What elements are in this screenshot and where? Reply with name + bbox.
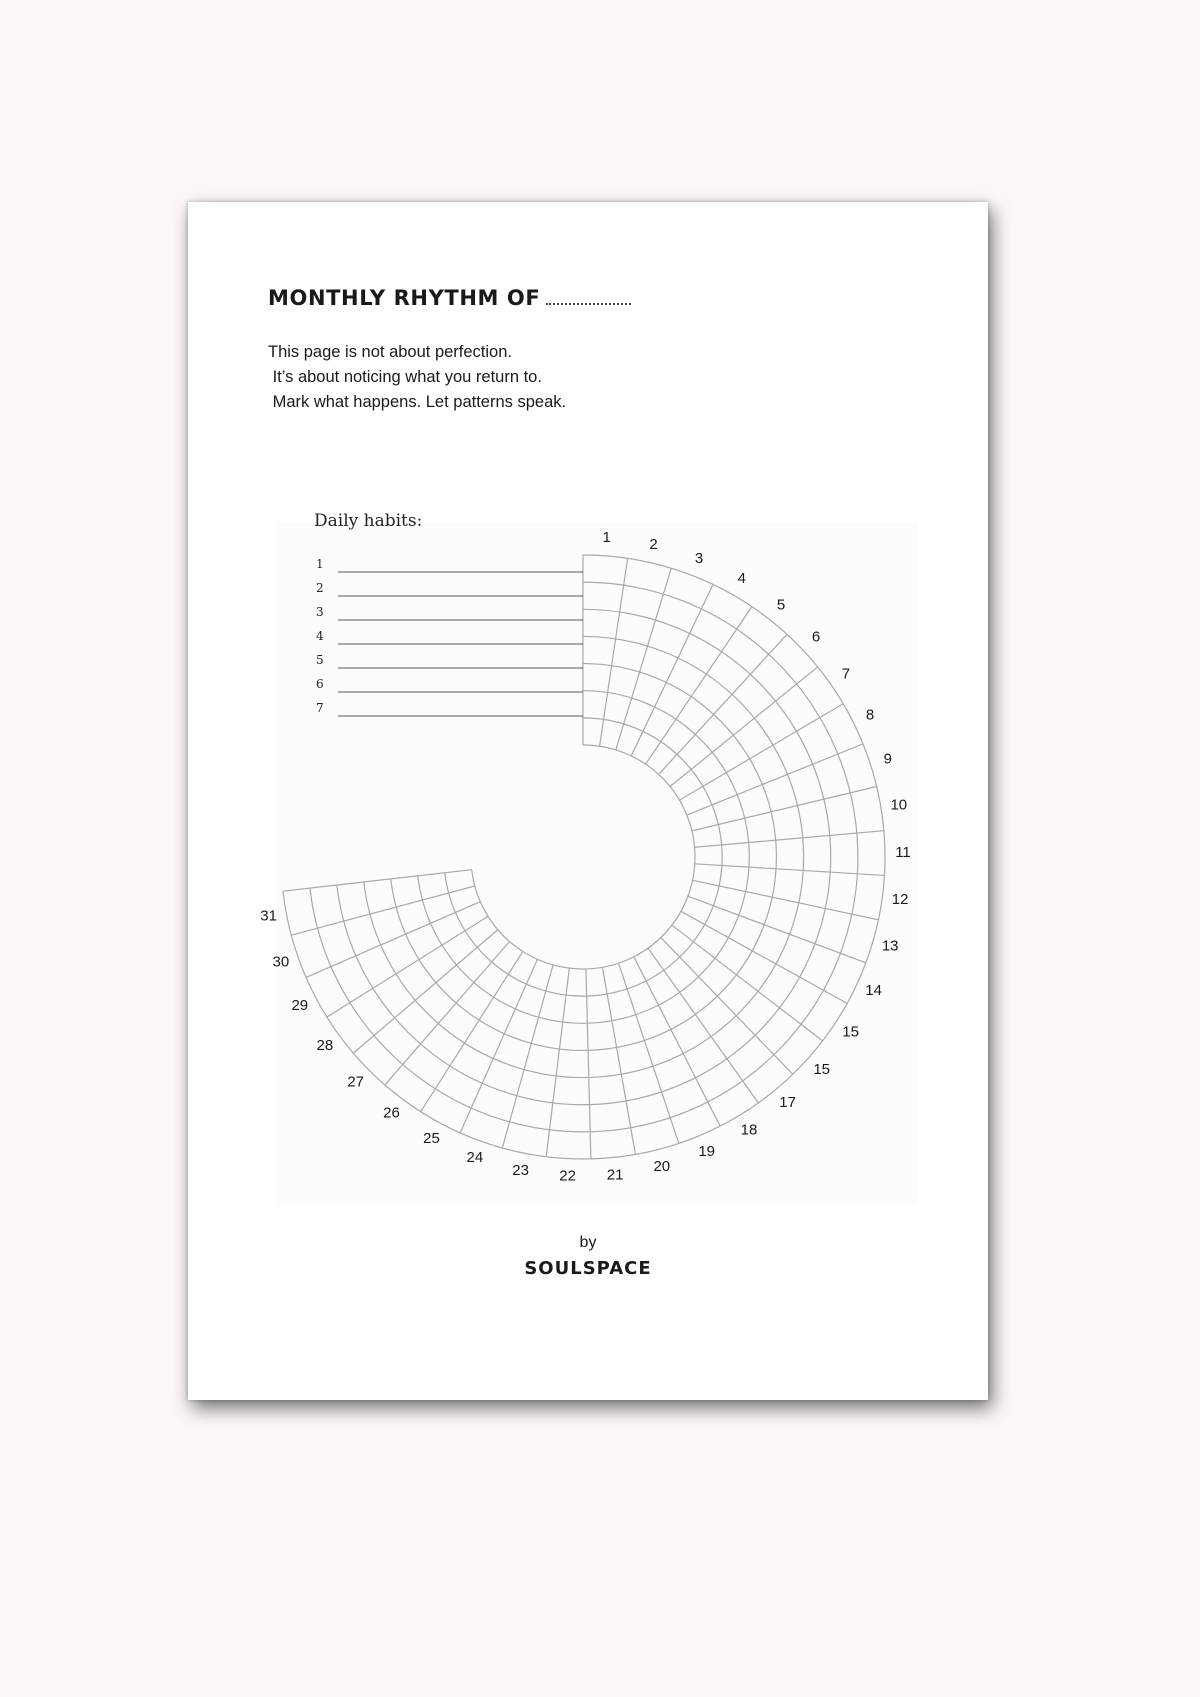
tracker-cell[interactable] [722, 843, 750, 868]
habit-number: 3 [316, 605, 324, 619]
habit-number: 1 [316, 557, 324, 571]
tracker-cell[interactable] [546, 1130, 591, 1159]
tracker-cell[interactable] [799, 870, 831, 908]
day-label: 5 [776, 596, 786, 614]
day-label: 18 [740, 1121, 758, 1139]
tracker-cell[interactable] [857, 831, 885, 876]
tracker-cell[interactable] [797, 799, 829, 838]
habits-heading: Daily habits: [314, 511, 423, 531]
day-label: 31 [260, 907, 277, 925]
day-label: 15 [842, 1023, 859, 1041]
day-label: 7 [841, 665, 851, 683]
day-label: 20 [653, 1158, 671, 1176]
day-label: 30 [272, 953, 290, 971]
day-label: 26 [383, 1104, 400, 1122]
day-label: 29 [291, 996, 309, 1014]
tracker-cell[interactable] [590, 1128, 635, 1159]
day-label: 24 [466, 1149, 484, 1167]
planner-page [188, 202, 988, 1400]
day-label: 14 [865, 981, 882, 999]
intro-line: It’s about noticing what you return to. [268, 368, 542, 386]
habit-number: 2 [316, 581, 324, 595]
day-label: 25 [423, 1129, 440, 1147]
habit-spiral-tracker[interactable] [188, 202, 988, 1400]
tracker-cell[interactable] [589, 1074, 626, 1104]
tracker-cell[interactable] [583, 664, 612, 693]
day-label: 1 [602, 528, 611, 546]
day-label: 9 [883, 750, 892, 768]
tracker-cell[interactable] [772, 869, 803, 903]
intro-line: Mark what happens. Let patterns speak. [268, 393, 567, 411]
day-label: 27 [347, 1073, 365, 1091]
day-label: 22 [559, 1167, 576, 1185]
day-label: 12 [891, 891, 909, 909]
habit-number: 5 [316, 653, 324, 667]
day-label: 10 [890, 796, 908, 814]
day-label: 3 [694, 549, 704, 567]
page-title: MONTHLY RHYTHM OF [268, 286, 541, 310]
tracker-cell[interactable] [589, 1101, 630, 1132]
tracker-cell[interactable] [583, 609, 620, 639]
tracker-cell[interactable] [830, 833, 858, 874]
tracker-cell[interactable] [587, 1021, 616, 1051]
brand-name: SOULSPACE [524, 1258, 652, 1279]
ring-arc [472, 745, 695, 969]
day-label: 17 [779, 1093, 796, 1111]
day-label: 23 [512, 1161, 529, 1179]
day-label: 8 [865, 706, 875, 724]
day-label: 15 [813, 1061, 831, 1079]
tracker-cell[interactable] [588, 1047, 621, 1077]
habit-number: 7 [316, 701, 324, 715]
tracker-cell[interactable] [803, 835, 831, 872]
day-label: 28 [316, 1037, 334, 1055]
tracker-cell[interactable] [583, 582, 624, 612]
tracker-cell[interactable] [566, 968, 587, 996]
day-label: 13 [881, 937, 899, 955]
tracker-cell[interactable] [583, 636, 616, 665]
tracker-cell[interactable] [556, 1049, 589, 1078]
tracker-cell[interactable] [776, 838, 804, 871]
footer-by: by [579, 1234, 597, 1251]
intro-line: This page is not about perfection. [268, 343, 512, 361]
day-label: 11 [895, 843, 911, 861]
tracker-cell[interactable] [553, 1076, 590, 1105]
day-label: 2 [649, 535, 658, 553]
tracker-cell[interactable] [550, 1103, 591, 1132]
tracker-cell[interactable] [695, 845, 723, 866]
habit-number: 4 [316, 629, 324, 643]
day-label: 19 [698, 1143, 716, 1161]
day-label: 4 [737, 570, 746, 588]
tracker-cell[interactable] [749, 840, 777, 869]
tracker-cell[interactable] [825, 872, 857, 914]
tracker-cell[interactable] [559, 1022, 588, 1050]
tracker-cell[interactable] [563, 995, 588, 1023]
habit-number: 6 [316, 677, 324, 691]
tracker-cell[interactable] [583, 555, 628, 585]
day-label: 21 [606, 1166, 624, 1184]
tracker-cell[interactable] [583, 691, 608, 720]
day-label: 6 [811, 628, 821, 646]
